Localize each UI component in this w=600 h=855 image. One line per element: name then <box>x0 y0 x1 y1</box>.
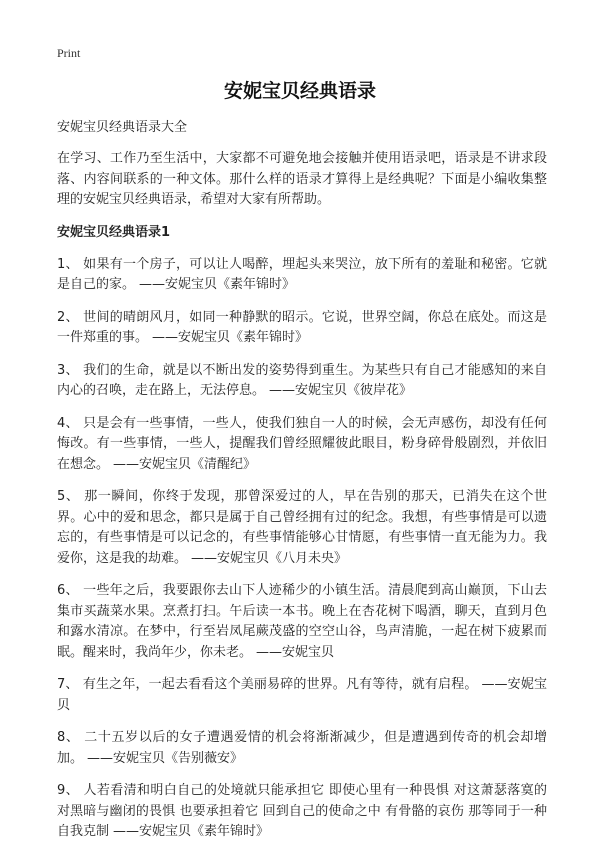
quote-text: 5、 那一瞬间，你终于发现，那曾深爱过的人，早在告别的那天，已消失在这个世界。心中的爱和思念，都只是属于自己曾经拥有过的纪念。我想，有些事情是可以遗忘的，有些事情是可以记念的，有些事情能够心甘情愿，有些事情一直无能为力。我爱你，这是我的劫难。 <box>57 489 547 566</box>
quote-attribution: ——安妮宝贝《八月未央》 <box>191 550 348 566</box>
quote-text: 1、 如果有一个房子，可以让人喝醉，埋起头来哭泣，放下所有的羞耻和秘密。它就是自己的家。 <box>57 256 547 292</box>
quote-text: 6、 一些年之后，我要跟你去山下人迹稀少的小镇生活。清晨爬到高山巅顶，下山去集市买蔬菜水果。烹煮打扫。午后读一本书。晚上在杏花树下喝酒，聊天，直到月色和露水清凉。在梦中，行至岩凤尾蕨茂盛的空空山谷，鸟声清脆，一起在树下疲累而眠。醒来时，我尚年少，你未老。 <box>57 583 547 660</box>
quote-item <box>57 781 547 843</box>
quote-text: 8、 二十五岁以后的女子遭遇爱情的机会将渐渐减少，但是遭遇到传奇的机会却增加。 <box>57 730 547 766</box>
quote-item <box>57 581 547 663</box>
quote-text: 7、 有生之年，一起去看看这个美丽易碎的世界。凡有等待，就有启程。 <box>57 677 478 692</box>
quote-item <box>57 728 547 769</box>
quote-attribution: ——安妮宝贝 <box>256 644 335 660</box>
subtitle: 安妮宝贝经典语录大全 <box>57 120 188 135</box>
quote-attribution: ——安妮宝贝《告别薇安》 <box>87 750 244 766</box>
quote-text: 4、 只是会有一些事情，一些人，使我们独自一人的时候，会无声感伤，却没有任何悔改。有一些事情，一些人，提醒我们曾经照耀彼此眼目，粉身碎骨般剧烈，并依旧在想念。 <box>57 415 547 472</box>
quote-item <box>57 487 547 569</box>
quote-attribution: ——安妮宝贝《彼岸花》 <box>269 383 413 398</box>
quote-text: 9、 人若看清和明白自己的处境就只能承担它 即使心里有一种畏惧 对这萧瑟落寞的 对黑暗与幽闭的畏惧 也要承担着它 回到自己的使命之中 有骨骼的哀伤 那等同于一种自我克制 <box>57 783 547 839</box>
quote-attribution: ——安妮宝贝《素年锦时》 <box>113 824 270 839</box>
quote-attribution: ——安妮宝贝 <box>57 677 547 713</box>
quote-text: 3、 我们的生命，就是以不断出发的姿势得到重生。为某些只有自己才能感知的来自内心的召唤，走在路上，无法停息。 <box>57 362 547 398</box>
quote-attribution: ——安妮宝贝《素年锦时》 <box>139 277 296 292</box>
document-body <box>57 118 547 855</box>
quote-item <box>57 414 547 476</box>
quote-attribution: ——安妮宝贝《清醒纪》 <box>113 456 257 472</box>
quote-list <box>57 255 547 843</box>
quote-item <box>57 308 547 349</box>
page-title: 安妮宝贝经典语录 <box>223 80 376 102</box>
section-heading: 安妮宝贝经典语录1 <box>57 224 171 240</box>
quote-attribution: ——安妮宝贝《素年锦时》 <box>152 330 309 345</box>
quote-item <box>57 361 547 402</box>
print-label: Print <box>57 46 81 60</box>
quote-item <box>57 675 547 716</box>
quote-text: 2、 世间的晴朗风月，如同一种静默的昭示。它说，世界空阔，你总在底处。而这是一件郑重的事。 <box>57 309 547 345</box>
quote-item <box>57 255 547 296</box>
intro-paragraph: 在学习、工作乃至生活中，大家都不可避免地会接触并使用语录吧，语录是不讲求段落、内容间联系的一种文体。那什么样的语录才算得上是经典呢？下面是小编收集整理的安妮宝贝经典语录，希望对大家有所帮助。 <box>57 151 547 207</box>
